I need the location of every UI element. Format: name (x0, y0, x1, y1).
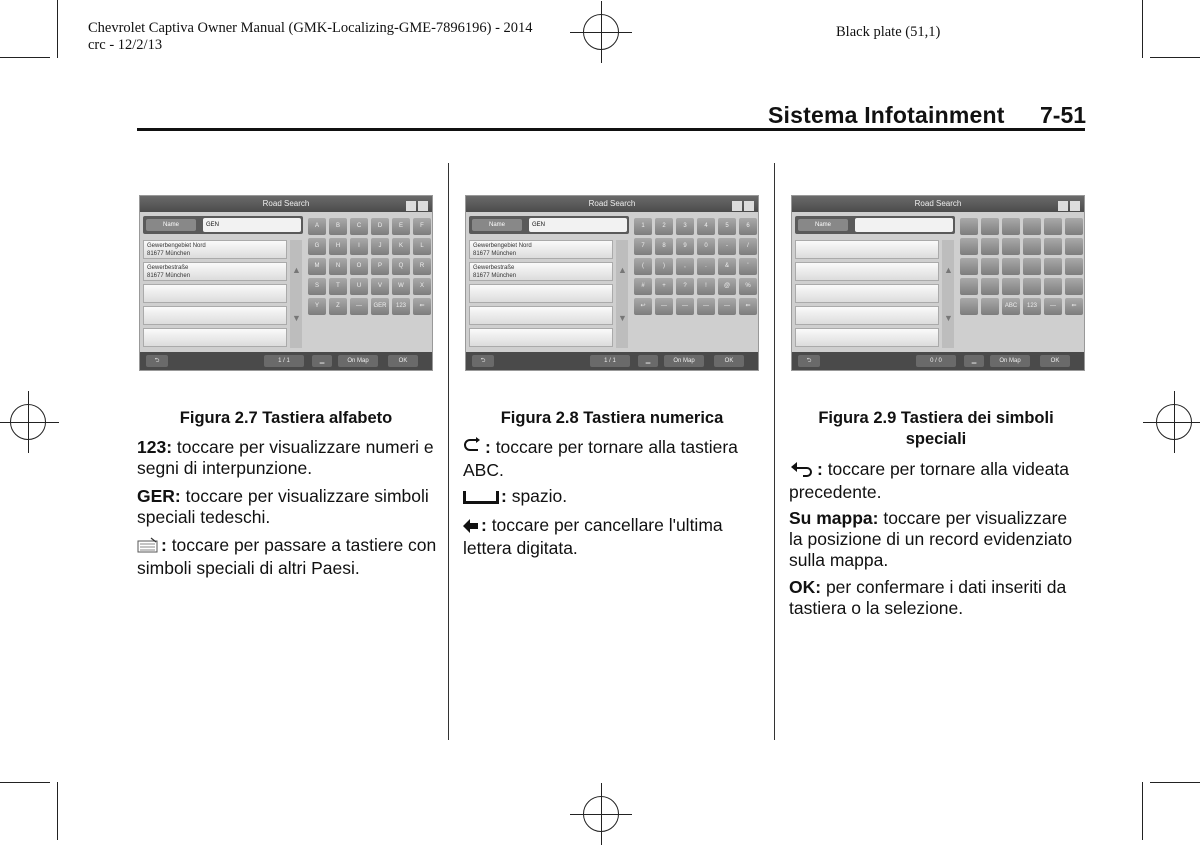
keyboard-key: R (413, 258, 431, 275)
description: toccare per passare a tastiere con simboli speciali di altri Paesi. (137, 535, 437, 578)
name-row (469, 216, 629, 234)
keyboard-key: T (329, 278, 347, 295)
keyboard-key: X (413, 278, 431, 295)
list-item (469, 328, 613, 347)
scrollbar (942, 240, 954, 348)
keyboard-key: Y (308, 298, 326, 315)
page-indicator: 1 / 1 (264, 355, 304, 367)
list-item (143, 328, 287, 347)
keyboard-key: Q (392, 258, 410, 275)
tool-icon (418, 201, 428, 211)
keyboard-key (1065, 218, 1083, 235)
keyboard-key: . (697, 258, 715, 275)
screen-icons (404, 198, 428, 209)
ok-button: OK (1040, 355, 1070, 367)
keyboard-icon (1058, 201, 1068, 211)
screen-title: Road Search (792, 196, 1084, 212)
keyboard-icon (732, 201, 742, 211)
keyboard-key (960, 238, 978, 255)
bottom-bar (792, 352, 1084, 370)
symbol-keys (960, 218, 1082, 315)
keyboard-key: S (308, 278, 326, 295)
screenshot-numeric-keyboard (465, 195, 759, 371)
crop-mark (1150, 782, 1200, 783)
space-bar-icon: ▁ (638, 355, 658, 367)
space-bar-icon (463, 488, 499, 509)
keyboard-key (981, 258, 999, 275)
scroll-down-icon: ▼ (944, 313, 953, 323)
back-icon: ⮌ (146, 355, 168, 367)
term-label: OK: (789, 577, 822, 597)
crop-mark (57, 0, 58, 58)
scroll-down-icon: ▼ (618, 313, 627, 323)
keyboard-key (960, 278, 978, 295)
page-indicator: 1 / 1 (590, 355, 630, 367)
name-label: Name (472, 219, 522, 231)
keyboard-icon (137, 537, 159, 558)
name-field: GEN (203, 218, 301, 232)
paragraph (789, 577, 1079, 619)
screenshot-symbol-keyboard (791, 195, 1085, 371)
keyboard-key: H (329, 238, 347, 255)
keyboard-key (981, 278, 999, 295)
keyboard-key: C (350, 218, 368, 235)
keyboard-key (1023, 258, 1041, 275)
screen-title: Road Search (140, 196, 432, 212)
column-divider (774, 163, 775, 740)
keyboard-key (1002, 238, 1020, 255)
keyboard-key: — (1044, 298, 1062, 315)
registration-mark-icon (583, 14, 619, 50)
keyboard-key: 123 (1023, 298, 1041, 315)
description: toccare per cancellare l'ultima lettera digitata. (463, 515, 723, 558)
keyboard-key: J (371, 238, 389, 255)
name-row (795, 216, 955, 234)
list-item: Gewerbestraße 81677 München (143, 262, 287, 281)
keyboard-key: 8 (655, 238, 673, 255)
name-field: GEN (529, 218, 627, 232)
description: spazio. (506, 486, 568, 506)
keyboard-key: ) (655, 258, 673, 275)
result-list (795, 240, 939, 350)
keyboard-key: ! (697, 278, 715, 295)
term-label: : (161, 535, 167, 555)
bottom-bar (140, 352, 432, 370)
keyboard-key: 1 (634, 218, 652, 235)
keyboard-key: 9 (676, 238, 694, 255)
keyboard-key: P (371, 258, 389, 275)
crop-mark (0, 57, 50, 58)
keyboard-key: — (697, 298, 715, 315)
keyboard-key (1065, 238, 1083, 255)
list-item (795, 262, 939, 281)
keyboard-key: V (371, 278, 389, 295)
section-title: Sistema Infotainment (768, 102, 1005, 128)
keyboard-key: / (739, 238, 757, 255)
keyboard-key: + (655, 278, 673, 295)
keyboard-key: — (676, 298, 694, 315)
keyboard-key: 7 (634, 238, 652, 255)
list-item (795, 240, 939, 259)
list-item: Gewerbengebiet Nord 81677 München (143, 240, 287, 259)
paragraph (463, 437, 763, 481)
term-label: 123: (137, 437, 173, 457)
keyboard-key (981, 218, 999, 235)
keyboard-key (1044, 278, 1062, 295)
keyboard-key: % (739, 278, 757, 295)
screen-icons (730, 198, 754, 209)
on-map-button: On Map (338, 355, 378, 367)
name-field (855, 218, 953, 232)
figure-caption: Figura 2.8 Tastiera numerica (500, 409, 724, 427)
keyboard-key: & (718, 258, 736, 275)
paragraph (463, 486, 763, 509)
column-divider (448, 163, 449, 740)
figure-caption: Figura 2.9 Tastiera dei simboli speciali (818, 409, 1054, 448)
keyboard-key (981, 238, 999, 255)
keyboard-key: I (350, 238, 368, 255)
keyboard-key: 6 (739, 218, 757, 235)
keyboard-key (1044, 258, 1062, 275)
screen-icons (1056, 198, 1080, 209)
paragraph (137, 535, 437, 579)
keyboard-key: ↩ (634, 298, 652, 315)
keyboard-key (960, 298, 978, 315)
figure-caption: Figura 2.7 Tastiera alfabeto (179, 409, 393, 427)
keyboard-key: — (655, 298, 673, 315)
title-rule (137, 128, 1085, 131)
keyboard-key: 0 (697, 238, 715, 255)
back-icon: ⮌ (472, 355, 494, 367)
scroll-up-icon: ▲ (944, 265, 953, 275)
numeric-keys (634, 218, 756, 315)
paragraph (137, 486, 437, 528)
keyboard-key: 2 (655, 218, 673, 235)
keyboard-key: 3 (676, 218, 694, 235)
keyboard-key: 5 (718, 218, 736, 235)
list-item: Gewerbengebiet Nord 81677 München (469, 240, 613, 259)
tool-icon (744, 201, 754, 211)
keyboard-key (1065, 258, 1083, 275)
result-list (143, 240, 287, 350)
term-label: GER: (137, 486, 181, 506)
crop-mark (57, 782, 58, 840)
tool-icon (1070, 201, 1080, 211)
screenshot-alphabet-keyboard (139, 195, 433, 371)
keyboard-key: ? (676, 278, 694, 295)
keyboard-key (981, 298, 999, 315)
description: per confermare i dati inseriti da tastiera o la selezione. (789, 577, 1067, 618)
list-item (469, 306, 613, 325)
list-item: Gewerbestraße 81677 München (469, 262, 613, 281)
keyboard-key: # (634, 278, 652, 295)
keyboard-key: ⇐ (413, 298, 431, 315)
scrollbar (290, 240, 302, 348)
keyboard-key: N (329, 258, 347, 275)
back-icon: ⮌ (798, 355, 820, 367)
ok-button: OK (714, 355, 744, 367)
keyboard-key: W (392, 278, 410, 295)
keyboard-key (1002, 258, 1020, 275)
crop-mark (0, 782, 50, 783)
keyboard-key (960, 218, 978, 235)
back-arrow-icon (789, 461, 815, 482)
crop-mark (1150, 57, 1200, 58)
keyboard-key: ABC (1002, 298, 1020, 315)
term-label: Su mappa: (789, 508, 879, 528)
keyboard-key (1023, 278, 1041, 295)
description: toccare per visualizzare la posizione di un record evidenziato sulla mappa. (789, 508, 1073, 570)
keyboard-key: Z (329, 298, 347, 315)
page-number: 7-51 (1040, 102, 1087, 128)
keyboard-icon (406, 201, 416, 211)
space-bar-icon: ▁ (312, 355, 332, 367)
term-label: : (817, 459, 823, 479)
list-item (143, 306, 287, 325)
name-row (143, 216, 303, 234)
list-item (469, 284, 613, 303)
paragraph (137, 437, 437, 479)
name-label: Name (798, 219, 848, 231)
ok-button: OK (388, 355, 418, 367)
keyboard-key: — (718, 298, 736, 315)
bottom-bar (466, 352, 758, 370)
keyboard-key (1023, 218, 1041, 235)
result-list (469, 240, 613, 350)
keyboard-key: G (308, 238, 326, 255)
paragraph (789, 508, 1079, 571)
keyboard-key: 123 (392, 298, 410, 315)
keyboard-key: - (718, 238, 736, 255)
keyboard-key: 4 (697, 218, 715, 235)
keyboard-key: B (329, 218, 347, 235)
registration-mark-icon (1156, 404, 1192, 440)
description: toccare per tornare alla videata precedente. (789, 459, 1069, 502)
keyboard-key: O (350, 258, 368, 275)
scroll-up-icon: ▲ (618, 265, 627, 275)
name-label: Name (146, 219, 196, 231)
keyboard-key (1002, 218, 1020, 235)
alpha-keys (308, 218, 430, 315)
keyboard-key: ( (634, 258, 652, 275)
keyboard-key: ⇐ (739, 298, 757, 315)
registration-mark-icon (10, 404, 46, 440)
manual-line-1: Chevrolet Captiva Owner Manual (GMK-Localizing-GME-7896196) - 2014 (88, 20, 533, 36)
keyboard-key (1044, 238, 1062, 255)
description: toccare per tornare alla tastiera ABC. (463, 437, 738, 480)
keyboard-key: F (413, 218, 431, 235)
keyboard-key: M (308, 258, 326, 275)
term-label: : (481, 515, 487, 535)
manual-line-2: crc - 12/2/13 (88, 37, 163, 53)
on-map-button: On Map (990, 355, 1030, 367)
keyboard-key: L (413, 238, 431, 255)
keyboard-key: GER (371, 298, 389, 315)
keyboard-key (1002, 278, 1020, 295)
keyboard-key: ' (739, 258, 757, 275)
list-item (795, 284, 939, 303)
keyboard-key (960, 258, 978, 275)
crop-mark (1142, 782, 1143, 840)
keyboard-key: D (371, 218, 389, 235)
keyboard-key: — (350, 298, 368, 315)
keyboard-key (1044, 218, 1062, 235)
list-item (795, 328, 939, 347)
paragraph (463, 515, 763, 559)
paragraph (789, 459, 1079, 503)
keyboard-key: , (676, 258, 694, 275)
term-label: : (485, 437, 491, 457)
backspace-arrow-icon (463, 517, 479, 538)
plate-info: Black plate (51,1) (836, 24, 941, 40)
page-indicator: 0 / 0 (916, 355, 956, 367)
scrollbar (616, 240, 628, 348)
screen-title: Road Search (466, 196, 758, 212)
keyboard-key: @ (718, 278, 736, 295)
keyboard-key: K (392, 238, 410, 255)
term-label: : (501, 486, 507, 506)
description: toccare per visualizzare numeri e segni di interpunzione. (137, 437, 434, 478)
keyboard-key: E (392, 218, 410, 235)
space-bar-icon: ▁ (964, 355, 984, 367)
on-map-button: On Map (664, 355, 704, 367)
scroll-up-icon: ▲ (292, 265, 301, 275)
curved-return-icon (463, 437, 483, 460)
keyboard-key: A (308, 218, 326, 235)
description: toccare per visualizzare simboli speciali tedeschi. (137, 486, 429, 527)
keyboard-key (1023, 238, 1041, 255)
list-item (143, 284, 287, 303)
registration-mark-icon (583, 796, 619, 832)
keyboard-key: ⇐ (1065, 298, 1083, 315)
list-item (795, 306, 939, 325)
keyboard-key: U (350, 278, 368, 295)
keyboard-key (1065, 278, 1083, 295)
crop-mark (1142, 0, 1143, 58)
scroll-down-icon: ▼ (292, 313, 301, 323)
